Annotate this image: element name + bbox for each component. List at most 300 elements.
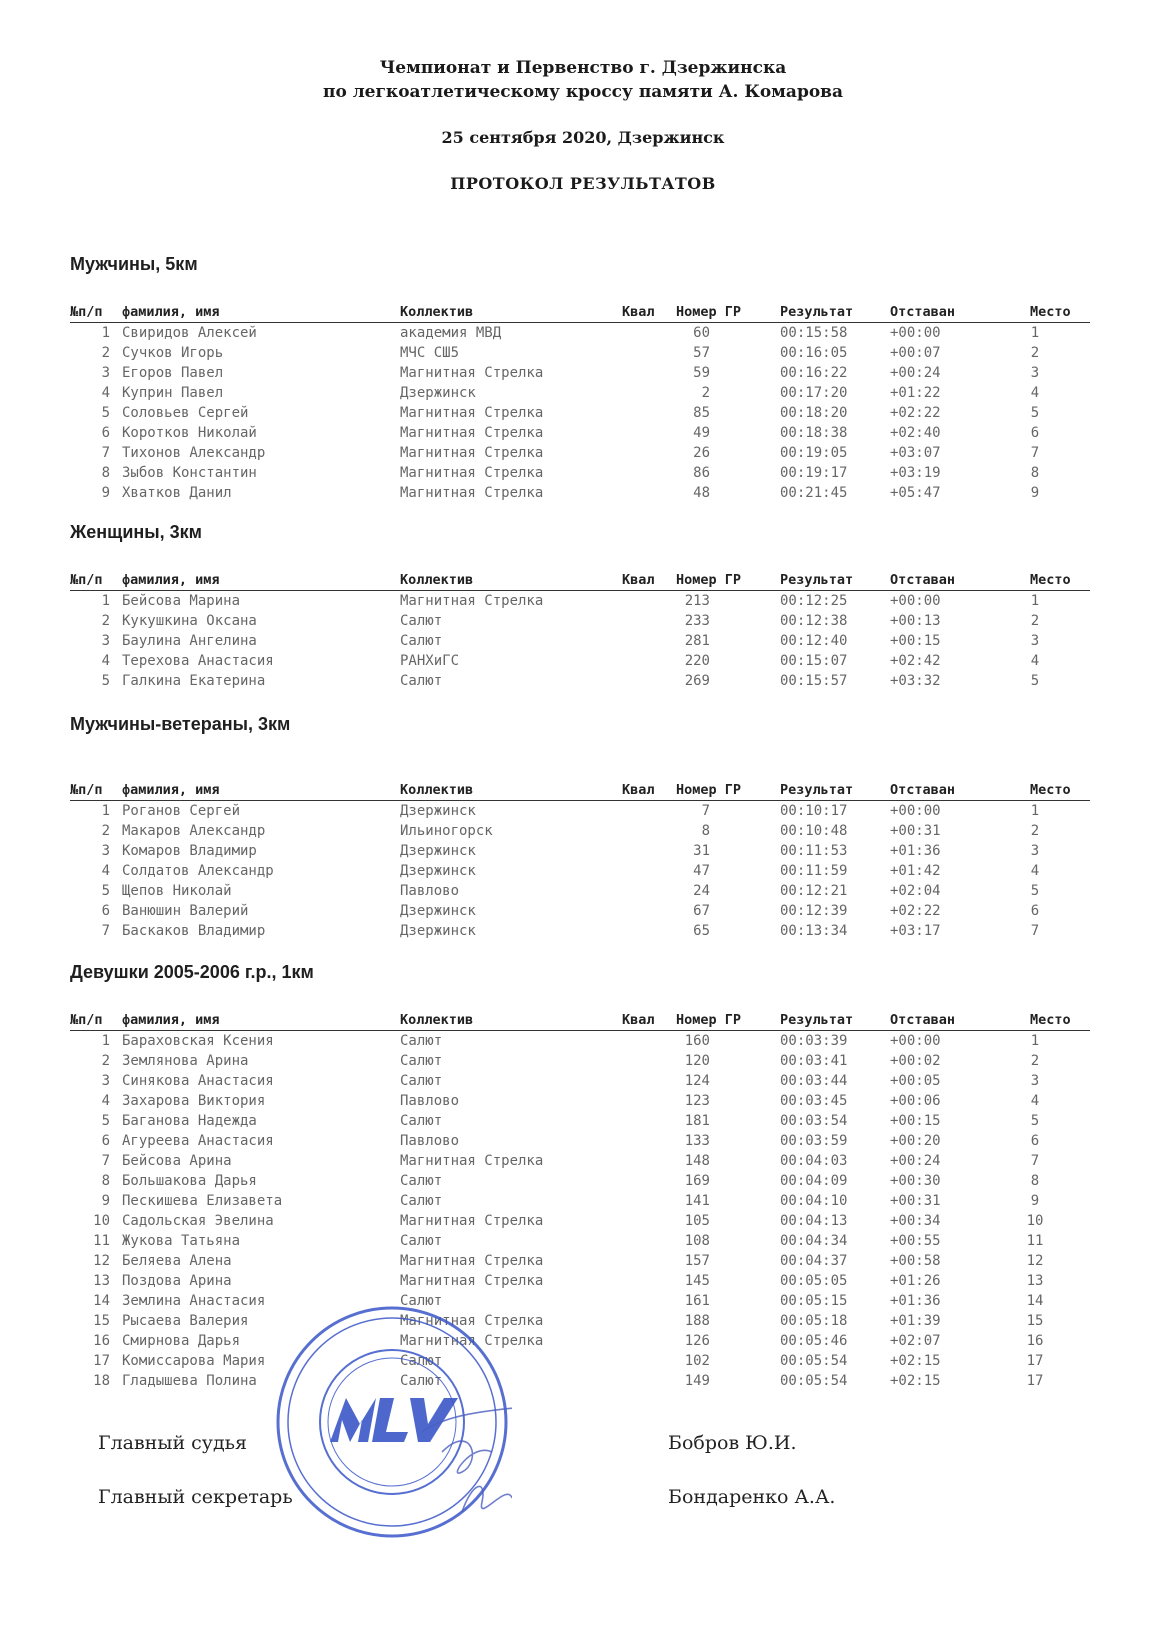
column-header-qual: Квал <box>622 782 655 798</box>
cell-club: Магнитная Стрелка <box>400 445 544 461</box>
cell-name: Захарова Виктория <box>122 1093 266 1109</box>
cell-place: 16 <box>1026 1333 1044 1349</box>
cell-place: 2 <box>1030 613 1040 629</box>
table-row <box>70 921 1090 941</box>
table-row <box>70 821 1090 841</box>
cell-club: Салют <box>400 1193 443 1209</box>
cell-bib: 108 <box>684 1233 710 1249</box>
cell-place: 17 <box>1026 1353 1044 1369</box>
cell-bib: 141 <box>684 1193 710 1209</box>
cell-club: Магнитная Стрелка <box>400 1253 544 1269</box>
cell-club: Магнитная Стрелка <box>400 1153 544 1169</box>
cell-num: 7 <box>101 1153 110 1169</box>
cell-result: 00:04:37 <box>780 1253 848 1269</box>
table-row <box>70 1191 1090 1211</box>
cell-gap: +03:07 <box>890 445 941 461</box>
cell-result: 00:15:58 <box>780 325 848 341</box>
cell-bib: 8 <box>701 823 710 839</box>
cell-gap: +03:32 <box>890 673 941 689</box>
cell-place: 7 <box>1030 1153 1040 1169</box>
cell-num: 11 <box>93 1233 110 1249</box>
table-row <box>70 861 1090 881</box>
cell-bib: 126 <box>684 1333 710 1349</box>
cell-place: 4 <box>1030 653 1040 669</box>
cell-club: Магнитная Стрелка <box>400 1213 544 1229</box>
cell-bib: 57 <box>693 345 710 361</box>
column-header-club: Коллектив <box>400 782 474 798</box>
cell-club: Дзержинск <box>400 385 476 401</box>
cell-result: 00:11:53 <box>780 843 848 859</box>
cell-club: МЧС СШ5 <box>400 345 460 361</box>
cell-result: 00:04:03 <box>780 1153 848 1169</box>
event-date: 25 сентября 2020, Дзержинск <box>441 128 725 147</box>
table-row <box>70 901 1090 921</box>
cell-bib: 181 <box>684 1113 710 1129</box>
cell-num: 2 <box>101 613 110 629</box>
table-row <box>70 881 1090 901</box>
table-row <box>70 1111 1090 1131</box>
cell-club: Салют <box>400 1233 443 1249</box>
column-header-num: №п/п <box>70 1012 103 1028</box>
cell-name: Большакова Дарья <box>122 1173 257 1189</box>
table-row <box>70 443 1090 463</box>
cell-result: 00:19:17 <box>780 465 848 481</box>
table-row <box>70 363 1090 383</box>
column-header-gap: Отставан <box>890 572 956 588</box>
cell-gap: +00:55 <box>890 1233 941 1249</box>
cell-gap: +00:24 <box>890 365 941 381</box>
cell-bib: 157 <box>684 1253 710 1269</box>
cell-place: 5 <box>1030 1113 1040 1129</box>
cell-result: 00:05:54 <box>780 1353 848 1369</box>
cell-name: Ванюшин Валерий <box>122 903 249 919</box>
cell-name: Зыбов Константин <box>122 465 257 481</box>
cell-gap: +02:15 <box>890 1373 941 1389</box>
results-table <box>70 780 1090 941</box>
cell-place: 1 <box>1030 325 1040 341</box>
cell-place: 9 <box>1030 485 1040 501</box>
cell-name: Комаров Владимир <box>122 843 257 859</box>
column-header-qual: Квал <box>622 572 655 588</box>
cell-gap: +01:22 <box>890 385 941 401</box>
column-header-result: Результат <box>780 782 854 798</box>
cell-name: Баулина Ангелина <box>122 633 257 649</box>
table-row <box>70 483 1090 503</box>
column-header-place: Место <box>1030 304 1071 320</box>
table-row <box>70 1031 1090 1051</box>
cell-name: Гладышева Полина <box>122 1373 257 1389</box>
cell-bib: 220 <box>684 653 710 669</box>
cell-result: 00:13:34 <box>780 923 848 939</box>
cell-result: 00:05:46 <box>780 1333 848 1349</box>
stamp-logo <box>330 1398 458 1442</box>
cell-gap: +00:00 <box>890 1033 941 1049</box>
cell-place: 2 <box>1030 1053 1040 1069</box>
cell-club: РАНХиГС <box>400 653 460 669</box>
results-table <box>70 302 1090 503</box>
cell-place: 5 <box>1030 405 1040 421</box>
cell-place: 12 <box>1026 1253 1044 1269</box>
table-header <box>70 302 1090 323</box>
cell-place: 2 <box>1030 345 1040 361</box>
column-header-club: Коллектив <box>400 572 474 588</box>
column-header-num: №п/п <box>70 782 103 798</box>
cell-bib: 120 <box>684 1053 710 1069</box>
cell-gap: +00:05 <box>890 1073 941 1089</box>
cell-gap: +02:22 <box>890 903 941 919</box>
cell-result: 00:03:41 <box>780 1053 848 1069</box>
cell-result: 00:03:45 <box>780 1093 848 1109</box>
column-header-result: Результат <box>780 304 854 320</box>
cell-num: 3 <box>101 1073 110 1089</box>
cell-bib: 26 <box>693 445 710 461</box>
cell-num: 3 <box>101 633 110 649</box>
table-header <box>70 780 1090 801</box>
cell-bib: 65 <box>693 923 710 939</box>
cell-gap: +02:07 <box>890 1333 941 1349</box>
cell-name: Солдатов Александр <box>122 863 274 879</box>
cell-num: 7 <box>101 445 110 461</box>
cell-place: 15 <box>1026 1313 1044 1329</box>
cell-gap: +00:15 <box>890 633 941 649</box>
cell-num: 1 <box>101 325 110 341</box>
column-header-num: №п/п <box>70 572 103 588</box>
cell-place: 4 <box>1030 863 1040 879</box>
cell-club: Дзержинск <box>400 803 476 819</box>
cell-gap: +00:31 <box>890 823 941 839</box>
cell-num: 14 <box>93 1293 110 1309</box>
cell-gap: +00:31 <box>890 1193 941 1209</box>
column-header-name: фамилия, имя <box>122 1012 220 1028</box>
cell-bib: 86 <box>693 465 710 481</box>
cell-name: Жукова Татьяна <box>122 1233 241 1249</box>
cell-result: 00:17:20 <box>780 385 848 401</box>
championship-title <box>0 56 1166 104</box>
cell-place: 7 <box>1030 445 1040 461</box>
cell-num: 6 <box>101 1133 110 1149</box>
cell-result: 00:12:40 <box>780 633 848 649</box>
cell-bib: 60 <box>693 325 710 341</box>
column-header-gap: Отставан <box>890 782 956 798</box>
cell-bib: 161 <box>684 1293 710 1309</box>
cell-num: 9 <box>101 485 110 501</box>
table-row <box>70 1231 1090 1251</box>
cell-club: Магнитная Стрелка <box>400 465 544 481</box>
cell-num: 3 <box>101 843 110 859</box>
table-row <box>70 423 1090 443</box>
cell-gap: +00:34 <box>890 1213 941 1229</box>
cell-name: Коротков Николай <box>122 425 257 441</box>
cell-num: 8 <box>101 465 110 481</box>
table-row <box>70 1131 1090 1151</box>
cell-num: 4 <box>101 385 110 401</box>
cell-bib: 233 <box>684 613 710 629</box>
column-header-place: Место <box>1030 572 1071 588</box>
results-table <box>70 570 1090 691</box>
cell-result: 00:03:39 <box>780 1033 848 1049</box>
cell-num: 5 <box>101 673 110 689</box>
cell-gap: +00:15 <box>890 1113 941 1129</box>
cell-result: 00:12:38 <box>780 613 848 629</box>
cell-num: 3 <box>101 365 110 381</box>
cell-club: Салют <box>400 1373 443 1389</box>
cell-gap: +02:22 <box>890 405 941 421</box>
cell-club: Ильиногорск <box>400 823 493 839</box>
cell-num: 7 <box>101 923 110 939</box>
cell-place: 8 <box>1030 465 1040 481</box>
table-row <box>70 1211 1090 1231</box>
cell-bib: 47 <box>693 863 710 879</box>
cell-name: Бейсова Арина <box>122 1153 232 1169</box>
cell-club: Салют <box>400 1113 443 1129</box>
cell-bib: 133 <box>684 1133 710 1149</box>
cell-place: 17 <box>1026 1373 1044 1389</box>
table-row <box>70 651 1090 671</box>
cell-club: Дзержинск <box>400 923 476 939</box>
cell-name: Поздова Арина <box>122 1273 232 1289</box>
cell-result: 00:03:59 <box>780 1133 848 1149</box>
cell-club: Магнитная Стрелка <box>400 593 544 609</box>
column-header-result: Результат <box>780 572 854 588</box>
cell-bib: 145 <box>684 1273 710 1289</box>
cell-gap: +02:15 <box>890 1353 941 1369</box>
cell-bib: 24 <box>693 883 710 899</box>
cell-gap: +05:47 <box>890 485 941 501</box>
cell-name: Галкина Екатерина <box>122 673 266 689</box>
cell-gap: +03:17 <box>890 923 941 939</box>
table-row <box>70 1251 1090 1271</box>
column-header-bib: Номер ГР <box>676 782 742 798</box>
cell-gap: +01:36 <box>890 843 941 859</box>
cell-club: Салют <box>400 1293 443 1309</box>
cell-name: Сучков Игорь <box>122 345 224 361</box>
column-header-gap: Отставан <box>890 1012 956 1028</box>
cell-name: Беляева Алена <box>122 1253 232 1269</box>
cell-result: 00:15:07 <box>780 653 848 669</box>
cell-name: Рысаева Валерия <box>122 1313 249 1329</box>
secretary-name: Бондаренко А.А. <box>668 1486 836 1508</box>
cell-gap: +00:00 <box>890 803 941 819</box>
cell-club: Павлово <box>400 1093 460 1109</box>
cell-gap: +00:20 <box>890 1133 941 1149</box>
table-row <box>70 1091 1090 1111</box>
cell-place: 3 <box>1030 633 1040 649</box>
cell-name: Бейсова Марина <box>122 593 241 609</box>
cell-result: 00:12:39 <box>780 903 848 919</box>
cell-bib: 123 <box>684 1093 710 1109</box>
cell-place: 4 <box>1030 1093 1040 1109</box>
cell-bib: 269 <box>684 673 710 689</box>
cell-result: 00:10:48 <box>780 823 848 839</box>
cell-name: Макаров Александр <box>122 823 266 839</box>
cell-num: 4 <box>101 863 110 879</box>
cell-club: Салют <box>400 1073 443 1089</box>
cell-place: 1 <box>1030 593 1040 609</box>
cell-bib: 31 <box>693 843 710 859</box>
cell-result: 00:05:18 <box>780 1313 848 1329</box>
cell-bib: 124 <box>684 1073 710 1089</box>
table-row <box>70 1291 1090 1311</box>
cell-place: 6 <box>1030 425 1040 441</box>
cell-name: Бараховская Ксения <box>122 1033 274 1049</box>
cell-club: Павлово <box>400 1133 460 1149</box>
cell-result: 00:03:44 <box>780 1073 848 1089</box>
title-line-2: по легкоатлетическому кроссу памяти А. Комарова <box>323 82 843 102</box>
cell-club: Магнитная Стрелка <box>400 485 544 501</box>
cell-gap: +01:26 <box>890 1273 941 1289</box>
cell-gap: +00:00 <box>890 325 941 341</box>
cell-result: 00:18:38 <box>780 425 848 441</box>
cell-bib: 188 <box>684 1313 710 1329</box>
cell-result: 00:11:59 <box>780 863 848 879</box>
cell-result: 00:15:57 <box>780 673 848 689</box>
cell-bib: 49 <box>693 425 710 441</box>
cell-num: 9 <box>101 1193 110 1209</box>
cell-result: 00:05:15 <box>780 1293 848 1309</box>
cell-name: Садольская Эвелина <box>122 1213 274 1229</box>
cell-num: 10 <box>93 1213 110 1229</box>
cell-name: Пескишева Елизавета <box>122 1193 283 1209</box>
cell-name: Свиридов Алексей <box>122 325 257 341</box>
table-row <box>70 1271 1090 1291</box>
cell-name: Соловьев Сергей <box>122 405 249 421</box>
cell-name: Егоров Павел <box>122 365 224 381</box>
cell-num: 1 <box>101 803 110 819</box>
cell-num: 2 <box>101 345 110 361</box>
cell-name: Синякова Анастасия <box>122 1073 274 1089</box>
cell-num: 13 <box>93 1273 110 1289</box>
secretary-label: Главный секретарь <box>98 1486 293 1508</box>
cell-gap: +00:30 <box>890 1173 941 1189</box>
table-row <box>70 841 1090 861</box>
cell-gap: +00:58 <box>890 1253 941 1269</box>
cell-bib: 213 <box>684 593 710 609</box>
table-row <box>70 1311 1090 1331</box>
section-title: Женщины, 3км <box>70 522 202 542</box>
cell-club: Дзержинск <box>400 843 476 859</box>
table-row <box>70 801 1090 821</box>
cell-club: Салют <box>400 1353 443 1369</box>
cell-gap: +00:06 <box>890 1093 941 1109</box>
table-row <box>70 343 1090 363</box>
cell-num: 5 <box>101 405 110 421</box>
cell-bib: 67 <box>693 903 710 919</box>
column-header-name: фамилия, имя <box>122 572 220 588</box>
cell-bib: 281 <box>684 633 710 649</box>
cell-name: Агуреева Анастасия <box>122 1133 274 1149</box>
cell-club: Дзержинск <box>400 863 476 879</box>
column-header-result: Результат <box>780 1012 854 1028</box>
cell-result: 00:10:17 <box>780 803 848 819</box>
cell-name: Кукушкина Оксана <box>122 613 257 629</box>
cell-club: академия МВД <box>400 325 502 341</box>
cell-gap: +03:19 <box>890 465 941 481</box>
cell-num: 5 <box>101 883 110 899</box>
cell-place: 3 <box>1030 1073 1040 1089</box>
cell-name: Тихонов Александр <box>122 445 266 461</box>
cell-name: Смирнова Дарья <box>122 1333 241 1349</box>
cell-num: 18 <box>93 1373 110 1389</box>
cell-club: Салют <box>400 633 443 649</box>
cell-name: Землянова Арина <box>122 1053 249 1069</box>
cell-bib: 2 <box>701 385 710 401</box>
cell-club: Дзержинск <box>400 903 476 919</box>
table-row <box>70 323 1090 343</box>
cell-place: 1 <box>1030 1033 1040 1049</box>
cell-gap: +02:04 <box>890 883 941 899</box>
cell-club: Салют <box>400 1033 443 1049</box>
cell-bib: 59 <box>693 365 710 381</box>
cell-result: 00:12:25 <box>780 593 848 609</box>
column-header-club: Коллектив <box>400 1012 474 1028</box>
cell-club: Магнитная Стрелка <box>400 425 544 441</box>
cell-num: 1 <box>101 593 110 609</box>
judge-label: Главный судья <box>98 1432 248 1454</box>
cell-place: 7 <box>1030 923 1040 939</box>
table-row <box>70 463 1090 483</box>
cell-bib: 102 <box>684 1353 710 1369</box>
table-row <box>70 611 1090 631</box>
cell-num: 2 <box>101 823 110 839</box>
cell-num: 15 <box>93 1313 110 1329</box>
cell-club: Салют <box>400 613 443 629</box>
cell-num: 17 <box>93 1353 110 1369</box>
cell-result: 00:16:05 <box>780 345 848 361</box>
cell-gap: +02:40 <box>890 425 941 441</box>
cell-name: Хватков Данил <box>122 485 232 501</box>
cell-gap: +01:36 <box>890 1293 941 1309</box>
cell-name: Роганов Сергей <box>122 803 241 819</box>
cell-place: 6 <box>1030 903 1040 919</box>
table-row <box>70 1331 1090 1351</box>
table-row <box>70 403 1090 423</box>
column-header-name: фамилия, имя <box>122 304 220 320</box>
cell-name: Землина Анастасия <box>122 1293 266 1309</box>
cell-club: Салют <box>400 1173 443 1189</box>
cell-gap: +02:42 <box>890 653 941 669</box>
cell-result: 00:05:05 <box>780 1273 848 1289</box>
cell-name: Терехова Анастасия <box>122 653 274 669</box>
column-header-qual: Квал <box>622 304 655 320</box>
cell-gap: +00:00 <box>890 593 941 609</box>
cell-result: 00:03:54 <box>780 1113 848 1129</box>
cell-club: Магнитная Стрелка <box>400 405 544 421</box>
cell-gap: +01:39 <box>890 1313 941 1329</box>
cell-result: 00:04:10 <box>780 1193 848 1209</box>
cell-gap: +01:42 <box>890 863 941 879</box>
cell-place: 3 <box>1030 365 1040 381</box>
column-header-club: Коллектив <box>400 304 474 320</box>
cell-bib: 85 <box>693 405 710 421</box>
cell-result: 00:04:13 <box>780 1213 848 1229</box>
cell-num: 6 <box>101 903 110 919</box>
table-row <box>70 1171 1090 1191</box>
cell-num: 1 <box>101 1033 110 1049</box>
cell-bib: 105 <box>684 1213 710 1229</box>
cell-place: 4 <box>1030 385 1040 401</box>
cell-name: Куприн Павел <box>122 385 224 401</box>
cell-place: 2 <box>1030 823 1040 839</box>
column-header-bib: Номер ГР <box>676 1012 742 1028</box>
cell-num: 4 <box>101 653 110 669</box>
cell-num: 4 <box>101 1093 110 1109</box>
column-header-gap: Отставан <box>890 304 956 320</box>
cell-result: 00:21:45 <box>780 485 848 501</box>
cell-place: 1 <box>1030 803 1040 819</box>
cell-result: 00:05:54 <box>780 1373 848 1389</box>
cell-name: Щепов Николай <box>122 883 232 899</box>
cell-club: Магнитная Стрелка <box>400 1313 544 1329</box>
